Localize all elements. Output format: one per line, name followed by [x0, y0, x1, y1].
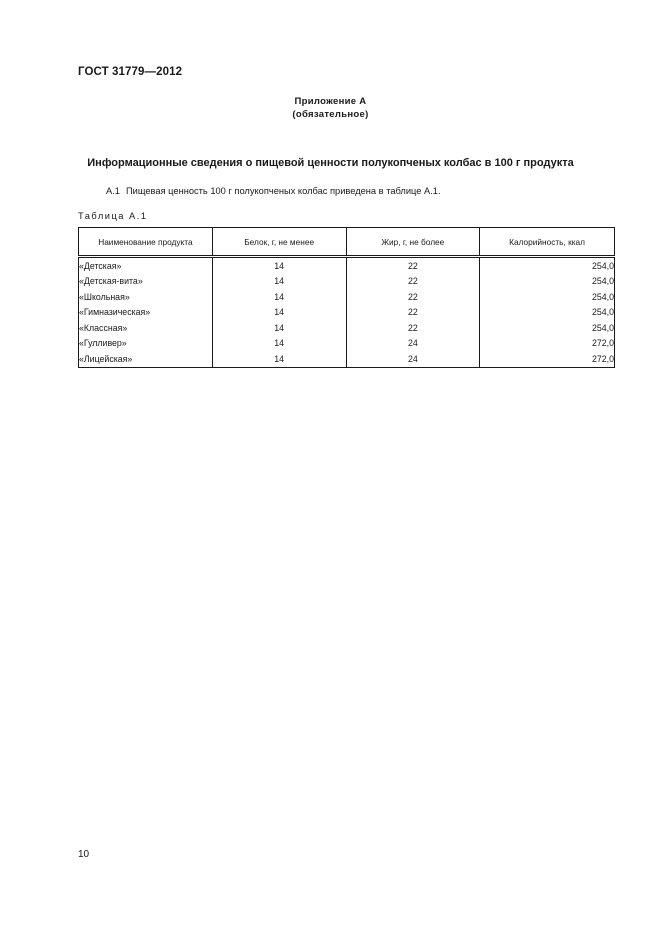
- header-calories: Калорийность, ккал: [480, 228, 615, 257]
- table-row: [79, 257, 615, 274]
- cell-product-name: «Гимназическая»: [79, 305, 213, 321]
- paragraph-text: Пищевая ценность 100 г полукопченых колбас приведена в таблице А.1.: [125, 186, 441, 196]
- cell-fat: 22: [346, 289, 480, 305]
- cell-fat: 22: [346, 305, 480, 321]
- table-label: Таблица А.1: [78, 211, 148, 221]
- table-row: [79, 336, 615, 352]
- table-row: [79, 305, 615, 321]
- header-product-name: Наименование продукта: [79, 228, 213, 257]
- header-protein: Белок, г, не менее: [212, 228, 346, 257]
- cell-protein: 14: [212, 257, 346, 274]
- cell-product-name: «Гулливер»: [79, 336, 213, 352]
- table-row: [79, 320, 615, 336]
- cell-protein: 14: [212, 305, 346, 321]
- table-header-row: [79, 228, 615, 257]
- cell-calories: 254,0: [480, 289, 615, 305]
- document-code: ГОСТ 31779—2012: [78, 66, 183, 78]
- cell-product-name: «Детская-вита»: [79, 274, 213, 290]
- cell-calories: 254,0: [480, 305, 615, 321]
- cell-fat: 24: [346, 336, 480, 352]
- cell-calories: 254,0: [480, 320, 615, 336]
- cell-product-name: «Школьная»: [79, 289, 213, 305]
- cell-fat: 22: [346, 274, 480, 290]
- cell-fat: 24: [346, 351, 480, 367]
- cell-calories: 254,0: [480, 274, 615, 290]
- cell-product-name: «Лицейская»: [79, 351, 213, 367]
- cell-protein: 14: [212, 320, 346, 336]
- cell-fat: 22: [346, 320, 480, 336]
- nutrition-table: [78, 227, 615, 368]
- cell-calories: 272,0: [480, 336, 615, 352]
- table-row: [79, 351, 615, 367]
- header-fat: Жир, г, не более: [346, 228, 480, 257]
- table-row: [79, 274, 615, 290]
- paragraph-number: А.1: [106, 186, 120, 196]
- section-title: Информационные сведения о пищевой ценности полукопченых колбас в 100 г продукта: [87, 157, 574, 169]
- annex-type: (обязательное): [292, 109, 369, 120]
- cell-protein: 14: [212, 274, 346, 290]
- annex-title: Приложение А: [294, 96, 367, 107]
- paragraph: [106, 186, 441, 196]
- page-number: 10: [78, 849, 90, 860]
- cell-product-name: «Детская»: [79, 257, 213, 274]
- cell-protein: 14: [212, 336, 346, 352]
- cell-protein: 14: [212, 351, 346, 367]
- cell-calories: 272,0: [480, 351, 615, 367]
- table-row: [79, 289, 615, 305]
- cell-product-name: «Классная»: [79, 320, 213, 336]
- cell-calories: 254,0: [480, 257, 615, 274]
- cell-fat: 22: [346, 257, 480, 274]
- cell-protein: 14: [212, 289, 346, 305]
